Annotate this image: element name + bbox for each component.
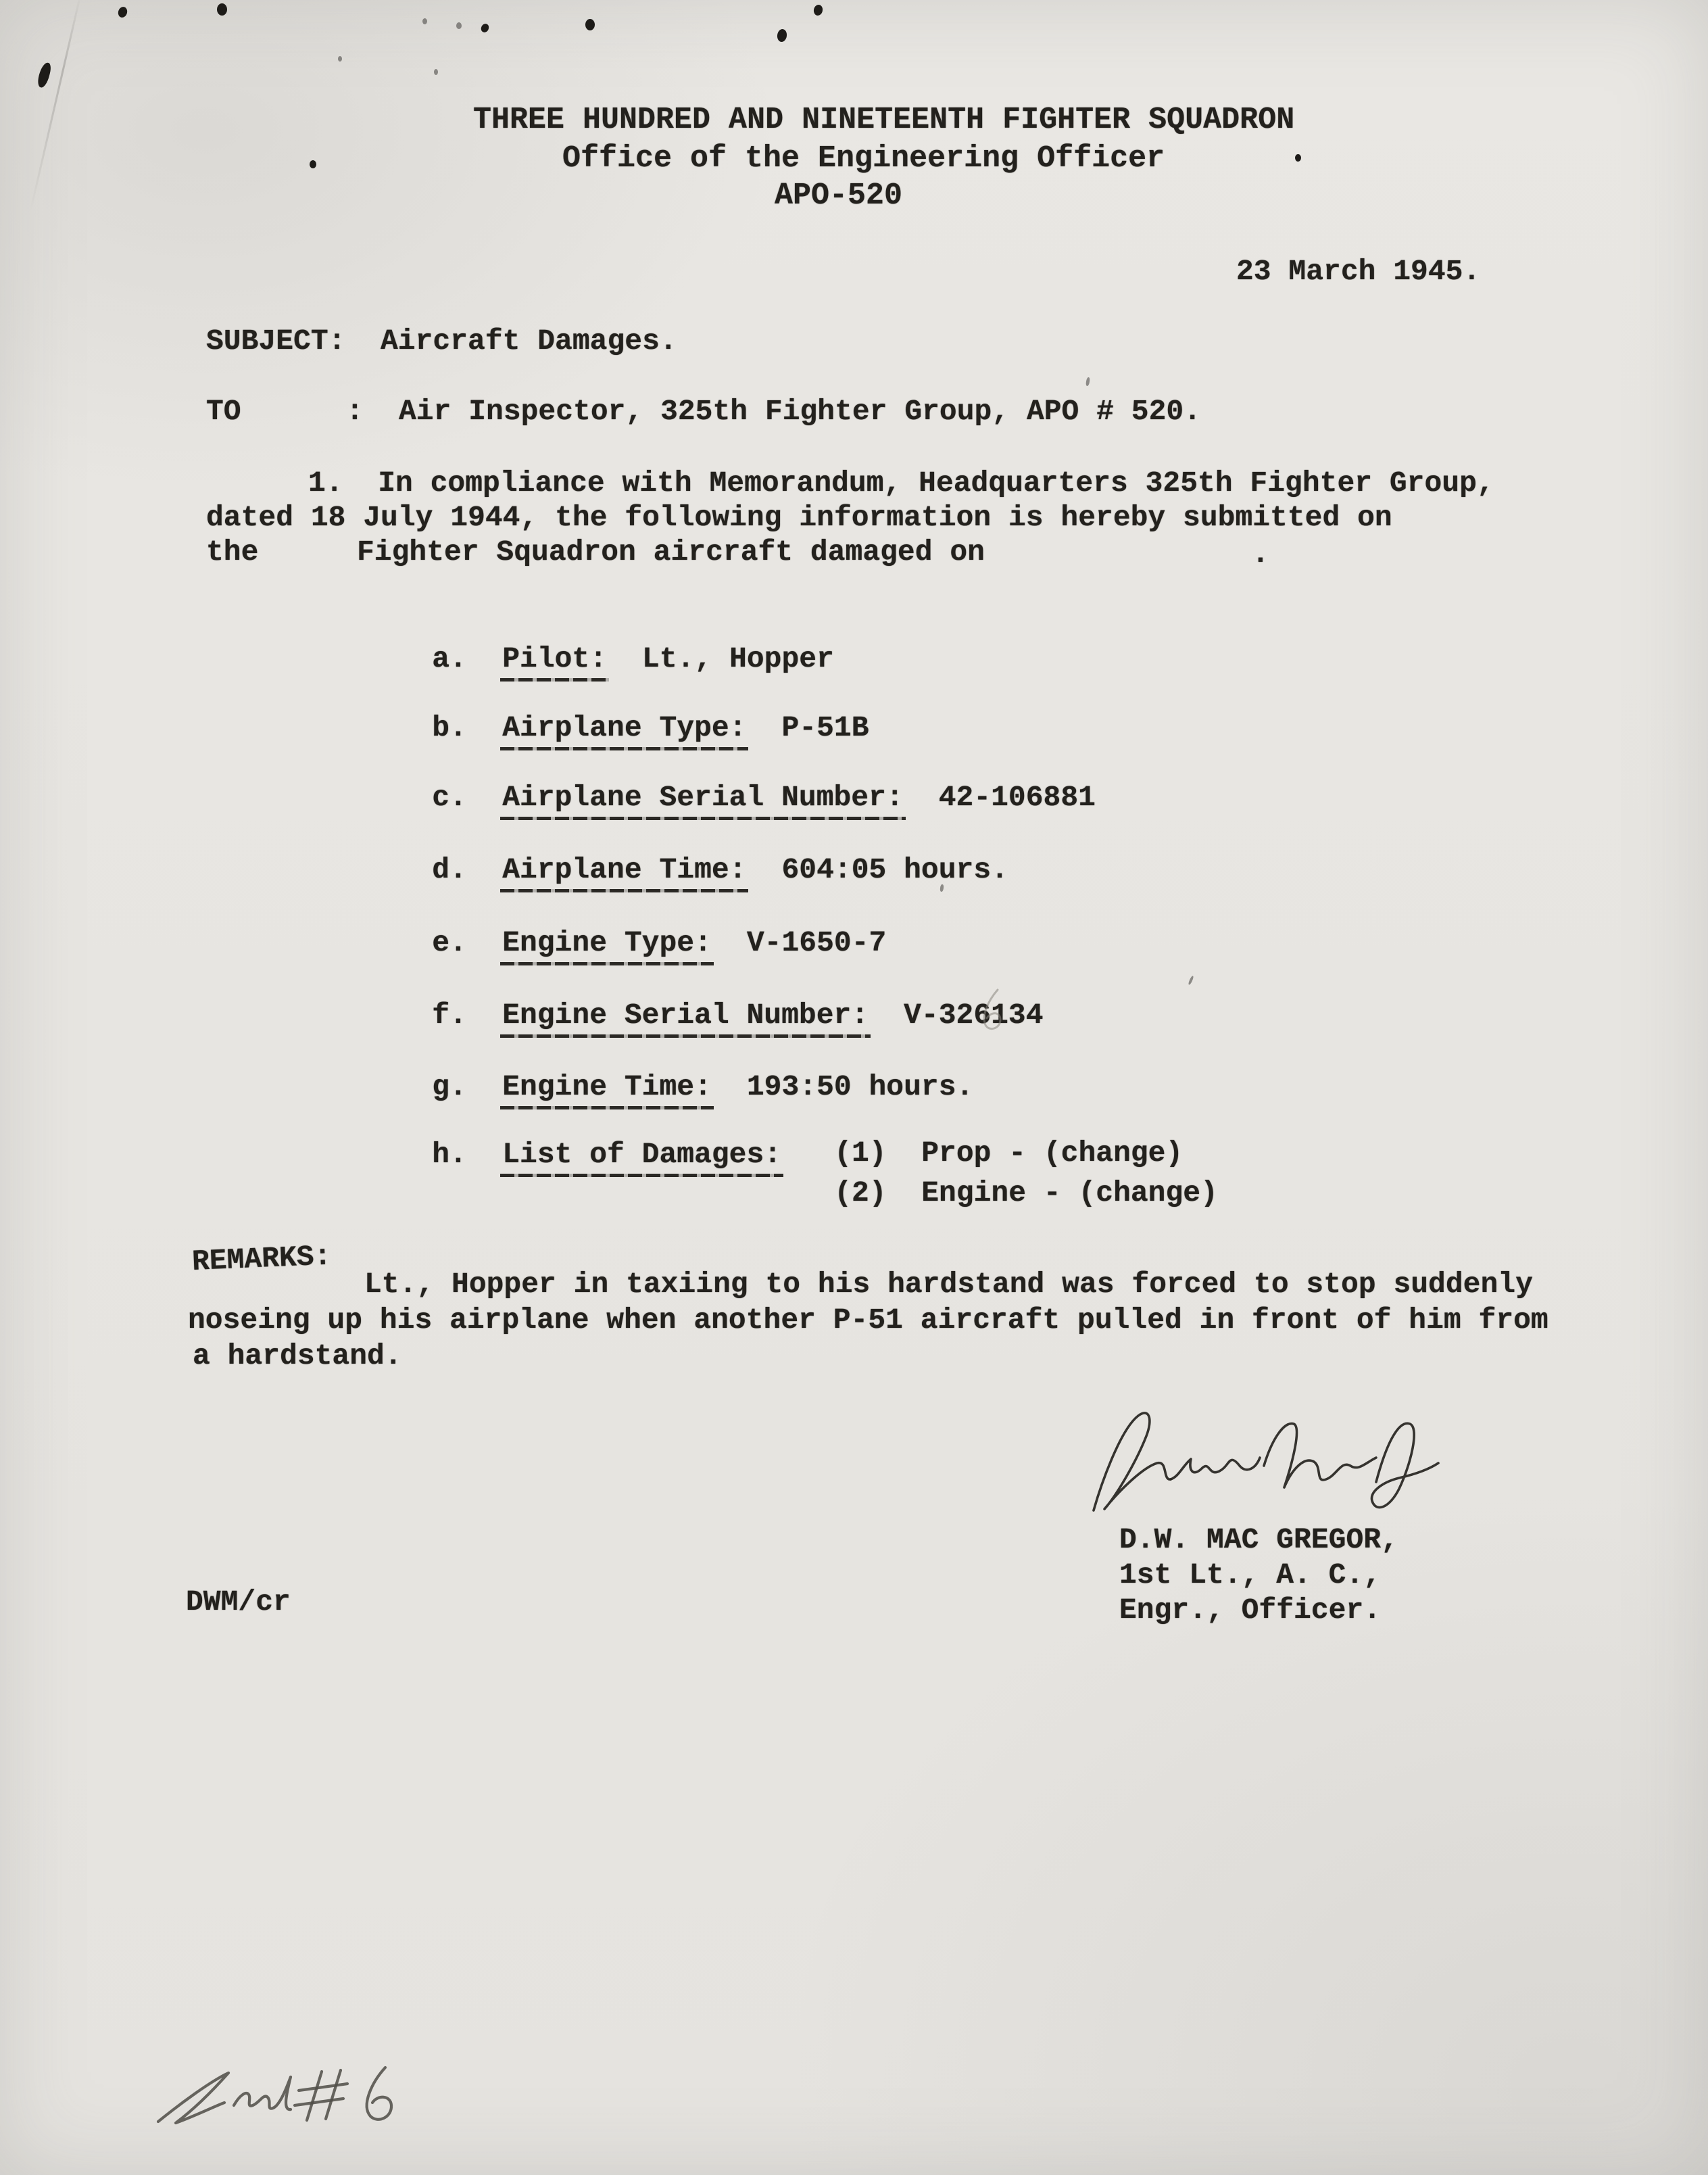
date-line: 23 March 1945. — [1236, 255, 1481, 288]
paragraph-line-3-pre: the — [206, 535, 259, 569]
paragraph-line-3-post: Fighter Squadron aircraft damaged on — [357, 535, 985, 569]
item-letter: c. — [432, 781, 467, 814]
item-label: List of Damages: — [502, 1138, 782, 1171]
item-letter: g. — [432, 1070, 467, 1103]
letterhead-apo: APO-520 — [775, 178, 903, 213]
item-value: V-1650-7 — [746, 926, 887, 959]
subject-label: SUBJECT: — [206, 325, 346, 358]
item-value: V-326134 — [904, 999, 1044, 1032]
item-letter: e. — [432, 926, 467, 959]
remarks-line-2: noseing up his airplane when another P-51 aircraft pulled in front of him from — [188, 1304, 1548, 1337]
damage-text: Prop - (change) — [921, 1137, 1184, 1170]
item-label: Airplane Type: — [502, 711, 747, 744]
damage-text: Engine - (change) — [921, 1176, 1218, 1210]
handwritten-incl-note — [147, 2047, 424, 2142]
ink-speck — [1085, 377, 1090, 387]
item-letter: h. — [432, 1138, 467, 1171]
item-value: 42-106881 — [938, 781, 1096, 814]
letterhead-office: Office of the Engineering Officer — [562, 141, 1165, 176]
item-letter: a. — [432, 642, 467, 675]
ink-speck — [338, 56, 342, 62]
item-value: Lt., Hopper — [642, 642, 834, 675]
damage-number: (1) — [834, 1137, 887, 1170]
typist-initials: DWM/cr — [186, 1585, 291, 1619]
ink-speck — [310, 160, 316, 168]
paragraph-line-3-period: . — [1252, 537, 1269, 571]
ink-speck — [812, 4, 823, 16]
signature-script — [1081, 1401, 1446, 1523]
ink-blot — [36, 62, 53, 89]
item-label: Airplane Time: — [502, 853, 747, 886]
signature-rank: 1st Lt., A. C., — [1119, 1558, 1382, 1592]
subject-value: Aircraft Damages. — [381, 325, 677, 358]
remarks-label: REMARKS: — [191, 1239, 333, 1278]
item-value: 604:05 hours. — [781, 853, 1008, 886]
ink-speck — [585, 19, 595, 30]
item-list-of-damages — [362, 1111, 781, 1198]
to-colon: : — [346, 395, 364, 428]
scratch-line — [30, 0, 82, 211]
paragraph-line-2: dated 18 July 1944, the following information is hereby submitted on — [206, 501, 1392, 534]
ink-speck — [434, 69, 438, 75]
item-label: Engine Time: — [502, 1070, 712, 1103]
item-letter: b. — [432, 711, 467, 744]
item-label: Engine Serial Number: — [502, 999, 869, 1032]
ink-speck — [117, 5, 128, 18]
item-label: Airplane Serial Number: — [502, 781, 904, 814]
damage-number: (2) — [834, 1176, 887, 1210]
item-letter: f. — [432, 999, 467, 1032]
ink-speck — [422, 18, 427, 24]
signature-name: D.W. MAC GREGOR, — [1119, 1523, 1398, 1556]
ink-speck — [777, 28, 788, 43]
ink-speck — [1295, 154, 1301, 162]
item-letter: d. — [432, 853, 467, 886]
paragraph-line-1: 1. In compliance with Memorandum, Headquarters 325th Fighter Group, — [308, 467, 1494, 500]
ink-speck — [456, 22, 462, 29]
remarks-line-3: a hardstand. — [193, 1339, 402, 1372]
to-value: Air Inspector, 325th Fighter Group, APO # 520. — [399, 395, 1201, 428]
to-label: TO — [206, 395, 241, 428]
ink-speck — [1188, 976, 1194, 985]
pencil-mark-6 — [977, 986, 1008, 1034]
item-value: 193:50 hours. — [746, 1070, 974, 1103]
item-value: P-51B — [781, 711, 869, 744]
ink-speck — [217, 3, 227, 16]
signature-title: Engr., Officer. — [1119, 1594, 1382, 1627]
remarks-line-1: Lt., Hopper in taxiing to his hardstand was forced to stop suddenly — [364, 1268, 1533, 1301]
item-label: Pilot: — [502, 642, 608, 675]
letterhead-squadron: THREE HUNDRED AND NINETEENTH FIGHTER SQUADRON — [473, 103, 1295, 137]
ink-speck — [480, 22, 491, 34]
damage-entry-2 — [764, 1149, 1218, 1237]
item-label: Engine Type: — [502, 926, 712, 959]
